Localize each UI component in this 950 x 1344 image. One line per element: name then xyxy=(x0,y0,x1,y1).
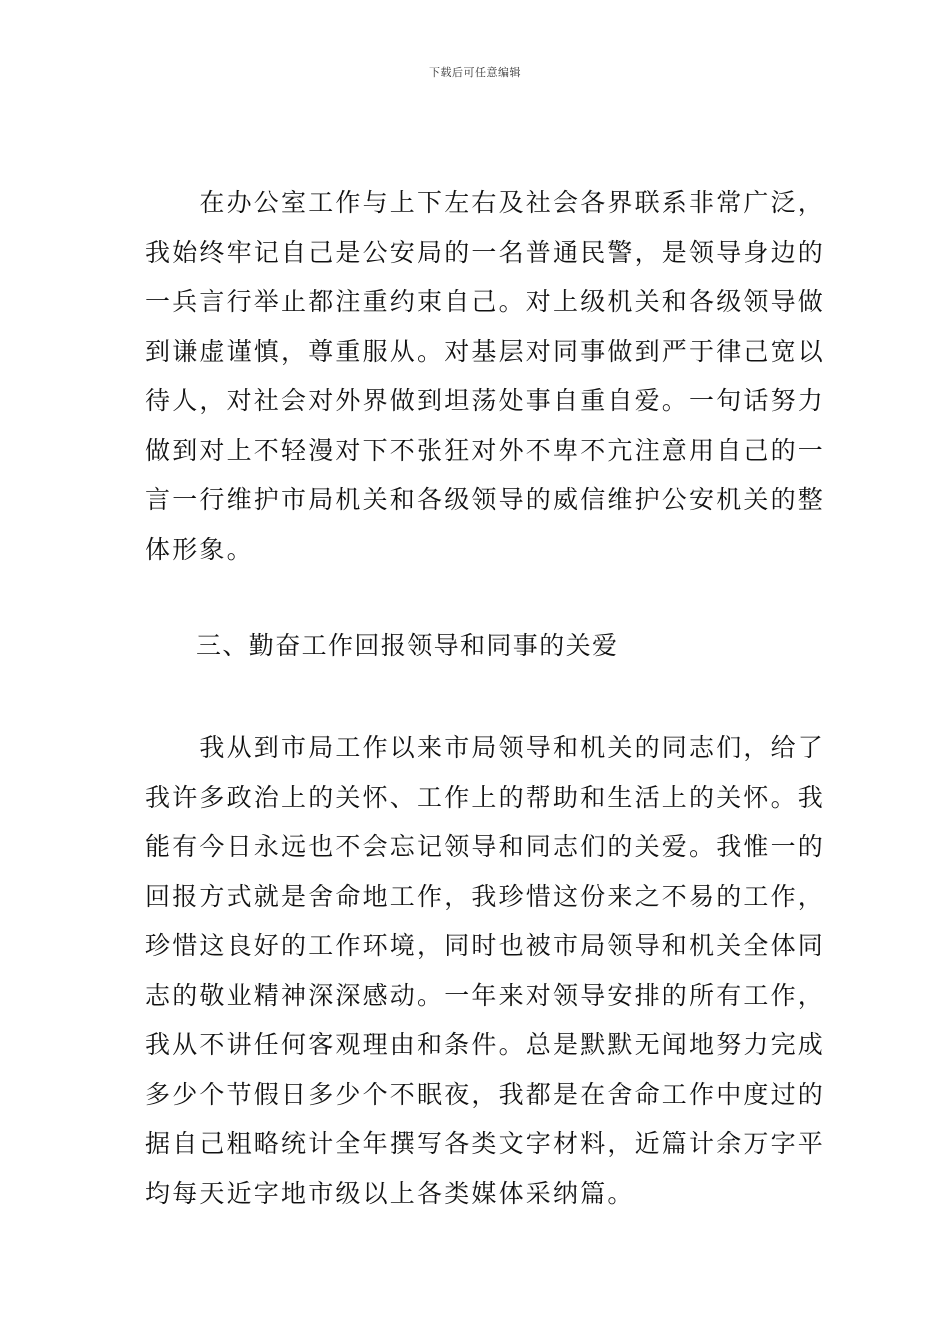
paragraph-line: 体形象。 xyxy=(145,534,254,564)
paragraph-line: 在办公室工作与上下左右及社会各界联系非常广泛， xyxy=(145,188,826,217)
paragraph-line: 言一行维护市局机关和各级领导的威信维护公安机关的整 xyxy=(145,485,826,514)
paragraph-line: 多少个节假日多少个不眠夜，我都是在舍命工作中度过的 xyxy=(145,1079,826,1109)
paragraph-line: 做到对上不轻漫对下不张狂对外不卑不亢注意用自己的一 xyxy=(145,435,826,465)
paragraph-line: 珍惜这良好的工作环境，同时也被市局领导和机关全体同 xyxy=(145,931,826,960)
paragraph-office-conduct xyxy=(145,178,826,574)
paragraph-gratitude-work xyxy=(145,723,826,1218)
paragraph-line: 我始终牢记自己是公安局的一名普通民警，是领导身边的 xyxy=(145,237,826,267)
paragraph-line: 回报方式就是舍命地工作，我珍惜这份来之不易的工作， xyxy=(145,881,826,911)
paragraph-line: 我从不讲任何客观理由和条件。总是默默无闻地努力完成 xyxy=(145,1030,826,1059)
paragraph-line: 我从到市局工作以来市局领导和机关的同志们，给了 xyxy=(145,733,826,762)
paragraph-line: 一兵言行举止都注重约束自己。对上级机关和各级领导做 xyxy=(145,287,826,316)
paragraph-line: 均每天近字地市级以上各类媒体采纳篇。 xyxy=(145,1178,635,1208)
paragraph-line: 到谦虚谨慎，尊重服从。对基层对同事做到严于律己宽以 xyxy=(145,336,826,366)
section-heading: 三、勤奋工作回报领导和同事的关爱 xyxy=(196,631,619,660)
page-header: 下载后可任意编辑 xyxy=(429,66,521,79)
paragraph-line: 待人，对社会对外界做到坦荡处事自重自爱。一句话努力 xyxy=(145,386,826,415)
paragraph-line: 我许多政治上的关怀、工作上的帮助和生活上的关怀。我 xyxy=(145,782,826,812)
paragraph-line: 志的敬业精神深深感动。一年来对领导安排的所有工作， xyxy=(145,980,826,1010)
paragraph-line: 据自己粗略统计全年撰写各类文字材料，近篇计余万字平 xyxy=(145,1129,826,1158)
paragraph-line: 能有今日永远也不会忘记领导和同志们的关爱。我惟一的 xyxy=(145,832,826,861)
